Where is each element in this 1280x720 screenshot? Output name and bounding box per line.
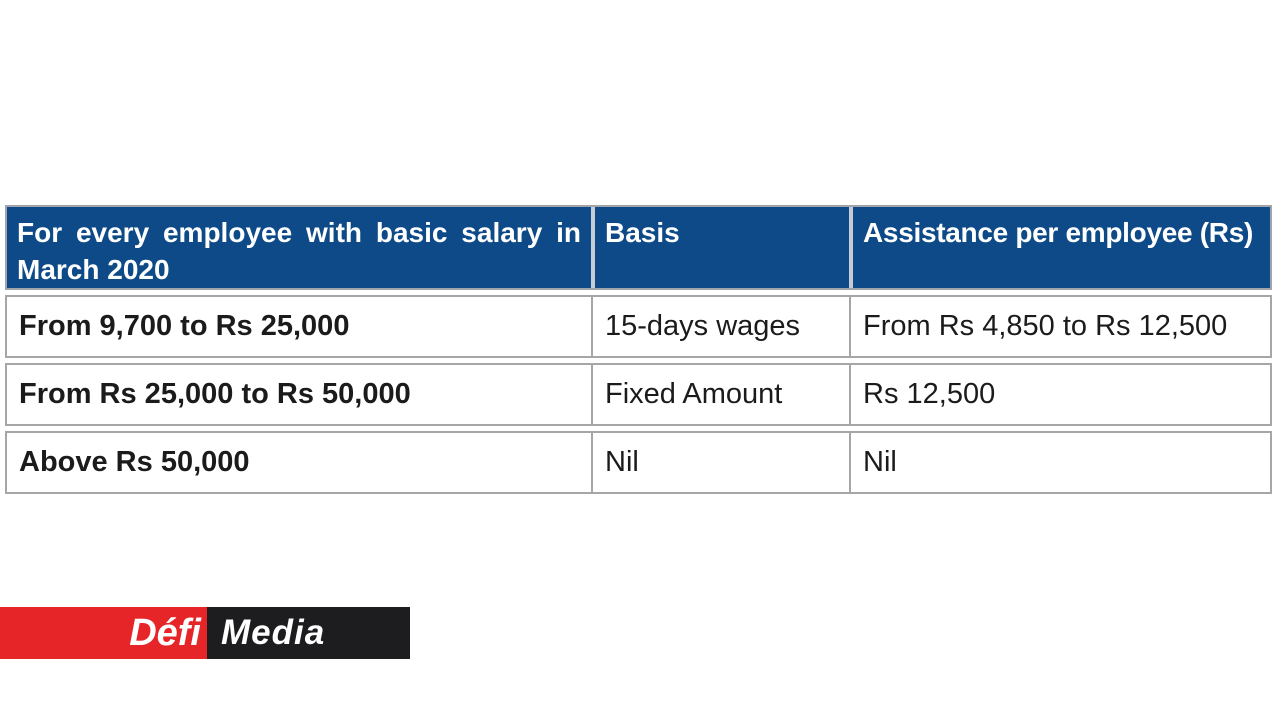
cell-basis: 15-days wages [593, 297, 851, 356]
table-row [5, 431, 1272, 494]
logo-media-segment [207, 607, 410, 659]
column-header-basis: Basis [595, 207, 849, 288]
logo-defi-text: Défi [129, 611, 201, 654]
cell-assistance: Nil [863, 446, 897, 478]
column-header-salary-range: For every employee with basic salary in March 2020 [7, 207, 591, 288]
defi-media-logo [0, 607, 410, 659]
cell-salary-range: Above Rs 50,000 [7, 433, 593, 492]
table-row [5, 363, 1272, 426]
cell-basis: Nil [593, 433, 851, 492]
cell-assistance: From Rs 4,850 to Rs 12,500 [863, 310, 1228, 342]
column-header-assistance: Assistance per employee (Rs) [853, 207, 1270, 288]
assistance-table [5, 205, 1272, 494]
table-header-row [5, 205, 1272, 290]
cell-salary-range: From 9,700 to Rs 25,000 [7, 297, 593, 356]
cell-basis: Fixed Amount [593, 365, 851, 424]
table-row [5, 295, 1272, 358]
logo-defi-segment [0, 607, 207, 659]
logo-media-text: Media [221, 613, 326, 652]
cell-salary-range: From Rs 25,000 to Rs 50,000 [7, 365, 593, 424]
cell-assistance: Rs 12,500 [863, 378, 996, 410]
